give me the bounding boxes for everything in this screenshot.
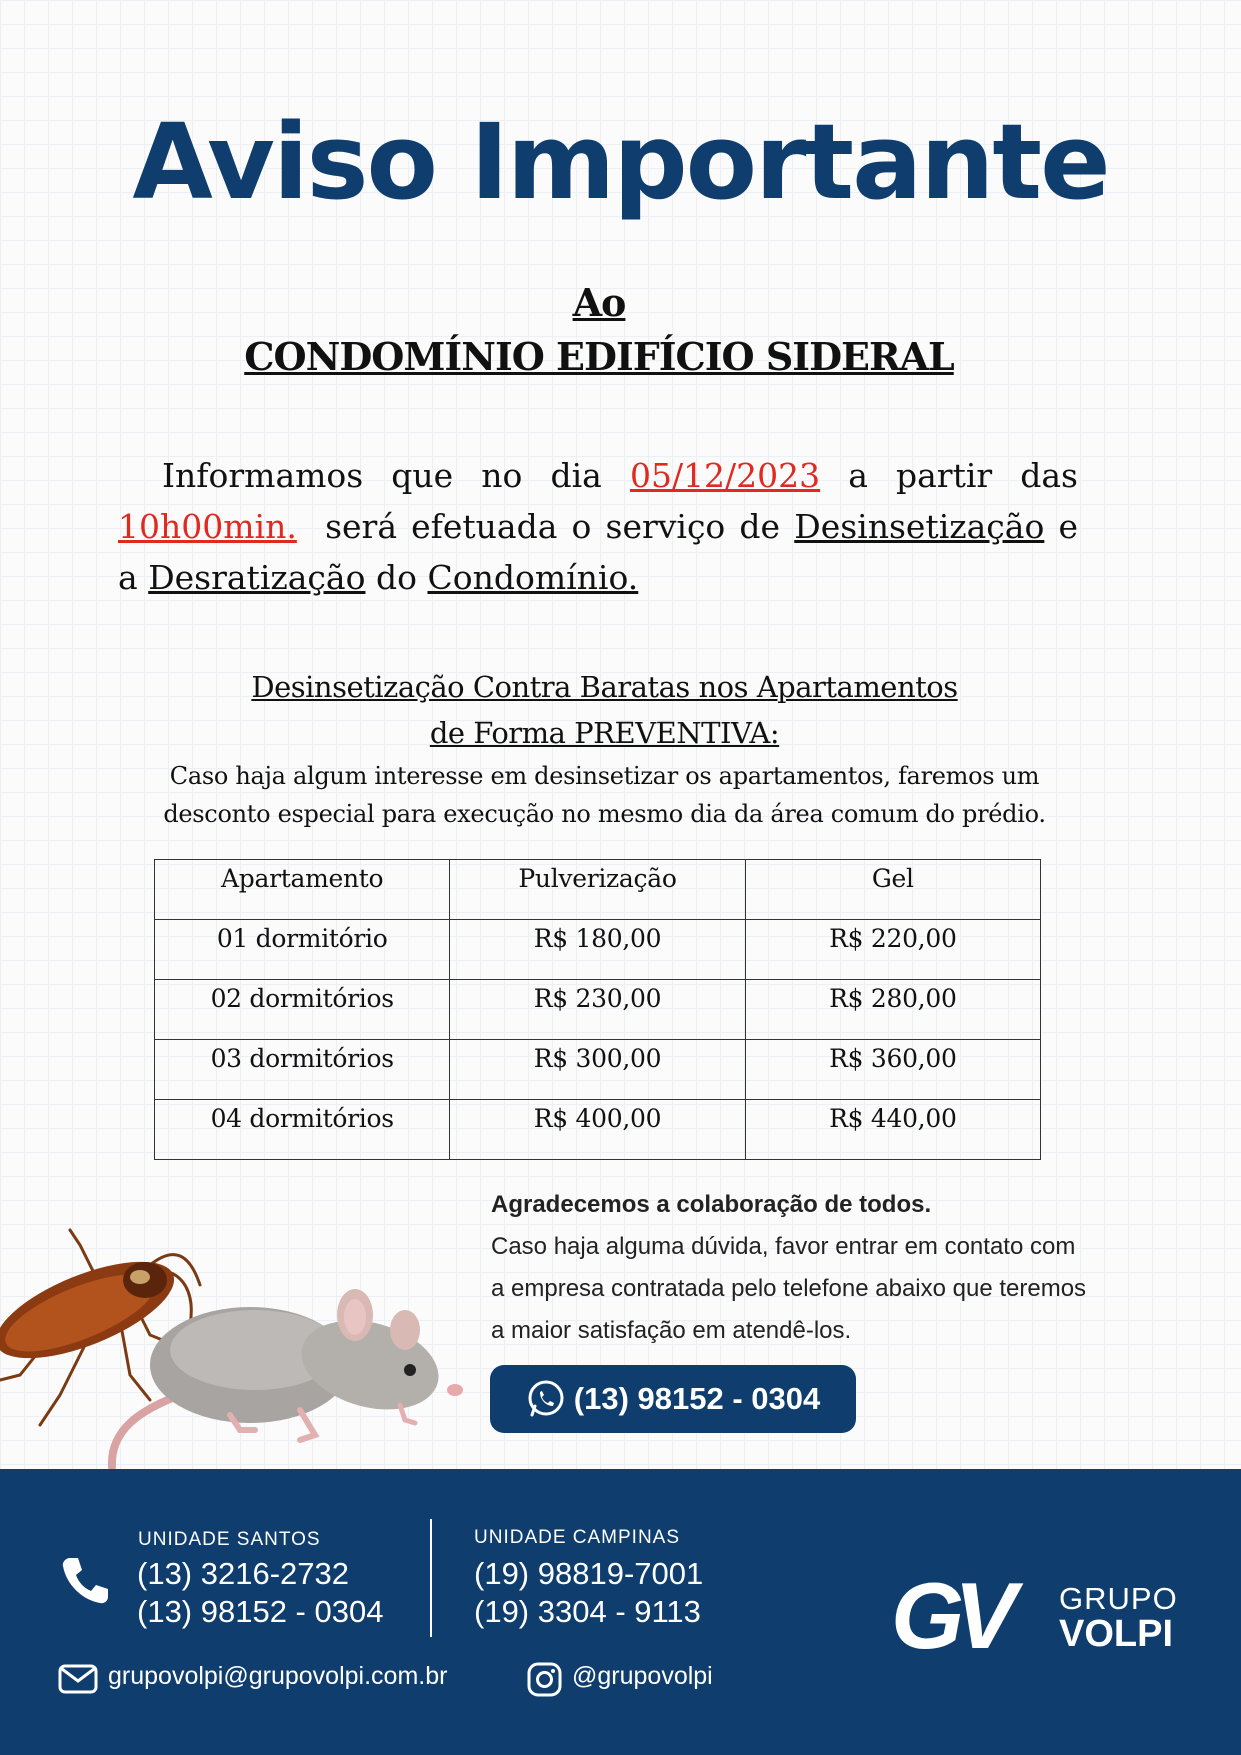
gel-price-cell: R$ 440,00 <box>745 1100 1040 1160</box>
column-header: Pulverização <box>450 860 745 920</box>
offer-title-line2: de Forma PREVENTIVA: <box>429 716 780 750</box>
offer-description-line1: Caso haja algum interesse em desinsetizar os apartamentos, faremos um <box>169 762 1040 790</box>
service-place: Condomínio. <box>427 558 639 597</box>
mail-icon <box>58 1663 98 1695</box>
column-header: Gel <box>745 860 1040 920</box>
column-header: Apartamento <box>155 860 450 920</box>
service-disinsection: Desinsetização <box>794 507 1045 546</box>
service-time: 10h00min. <box>118 507 297 546</box>
apartment-cell: 02 dormitórios <box>155 980 450 1040</box>
santos-phone2: (13) 98152 - 0304 <box>137 1594 384 1629</box>
table-row <box>155 1040 1041 1100</box>
thanks-line1: Caso haja alguma dúvida, favor entrar em contato com <box>491 1233 1076 1260</box>
page-title: Aviso Importante <box>132 101 1109 223</box>
intro-text: será efetuada o serviço de <box>325 507 781 546</box>
logo-word-volpi: VOLPI <box>1059 1613 1174 1655</box>
thanks-heading: Agradecemos a colaboração de todos. <box>491 1191 932 1218</box>
table-row <box>155 920 1041 980</box>
spray-price-cell: R$ 400,00 <box>450 1100 745 1160</box>
offer-title-line1: Desinsetização Contra Baratas nos Apartamentos <box>251 670 958 704</box>
gel-price-cell: R$ 280,00 <box>745 980 1040 1040</box>
addressee-prefix: Ao <box>572 280 626 325</box>
logo-word-grupo: GRUPO <box>1059 1581 1178 1616</box>
santos-label: UNIDADE SANTOS <box>138 1529 321 1550</box>
price-table <box>154 859 1041 1160</box>
spray-price-cell: R$ 300,00 <box>450 1040 745 1100</box>
gel-price-cell: R$ 360,00 <box>745 1040 1040 1100</box>
footer-instagram[interactable]: @grupovolpi <box>572 1662 713 1690</box>
intro-paragraph <box>118 450 1078 603</box>
phone-icon <box>58 1552 114 1608</box>
grupo-volpi-logo <box>891 1563 1181 1669</box>
service-deratization: Desratização <box>148 558 366 597</box>
campinas-phone2: (19) 3304 - 9113 <box>474 1594 701 1629</box>
campinas-phone1: (19) 98819-7001 <box>474 1556 704 1591</box>
table-row <box>155 980 1041 1040</box>
intro-text: a partir das <box>848 456 1078 495</box>
offer-description-line2: desconto especial para execução no mesmo dia da área comum do prédio. <box>163 800 1046 828</box>
intro-text: do <box>375 558 417 597</box>
thanks-line2: a empresa contratada pelo telefone abaixo que teremos <box>491 1275 1087 1302</box>
footer-divider <box>430 1519 432 1637</box>
intro-text: e a <box>118 507 1079 597</box>
gel-price-cell: R$ 220,00 <box>745 920 1040 980</box>
campinas-label: UNIDADE CAMPINAS <box>474 1527 681 1548</box>
addressee-name: CONDOMÍNIO EDIFÍCIO SIDERAL <box>244 334 954 379</box>
apartment-cell: 04 dormitórios <box>155 1100 450 1160</box>
spray-price-cell: R$ 230,00 <box>450 980 745 1040</box>
service-date: 05/12/2023 <box>629 456 821 495</box>
whatsapp-number: (13) 98152 - 0304 <box>573 1381 821 1416</box>
apartment-cell: 01 dormitório <box>155 920 450 980</box>
santos-phone1: (13) 3216-2732 <box>137 1556 349 1591</box>
table-row <box>155 1100 1041 1160</box>
thanks-line3: a maior satisfação em atendê-los. <box>491 1317 852 1344</box>
table-header-row <box>155 860 1041 920</box>
footer-email[interactable]: grupovolpi@grupovolpi.com.br <box>108 1662 448 1690</box>
logo-mark: GV <box>891 1563 1007 1668</box>
rat-illustration <box>100 1245 465 1470</box>
footer <box>0 1469 1241 1755</box>
intro-text: Informamos que no dia <box>162 456 602 495</box>
apartment-cell: 03 dormitórios <box>155 1040 450 1100</box>
whatsapp-contact-button[interactable] <box>490 1365 856 1433</box>
instagram-icon <box>527 1662 562 1697</box>
whatsapp-icon <box>526 1379 566 1419</box>
spray-price-cell: R$ 180,00 <box>450 920 745 980</box>
